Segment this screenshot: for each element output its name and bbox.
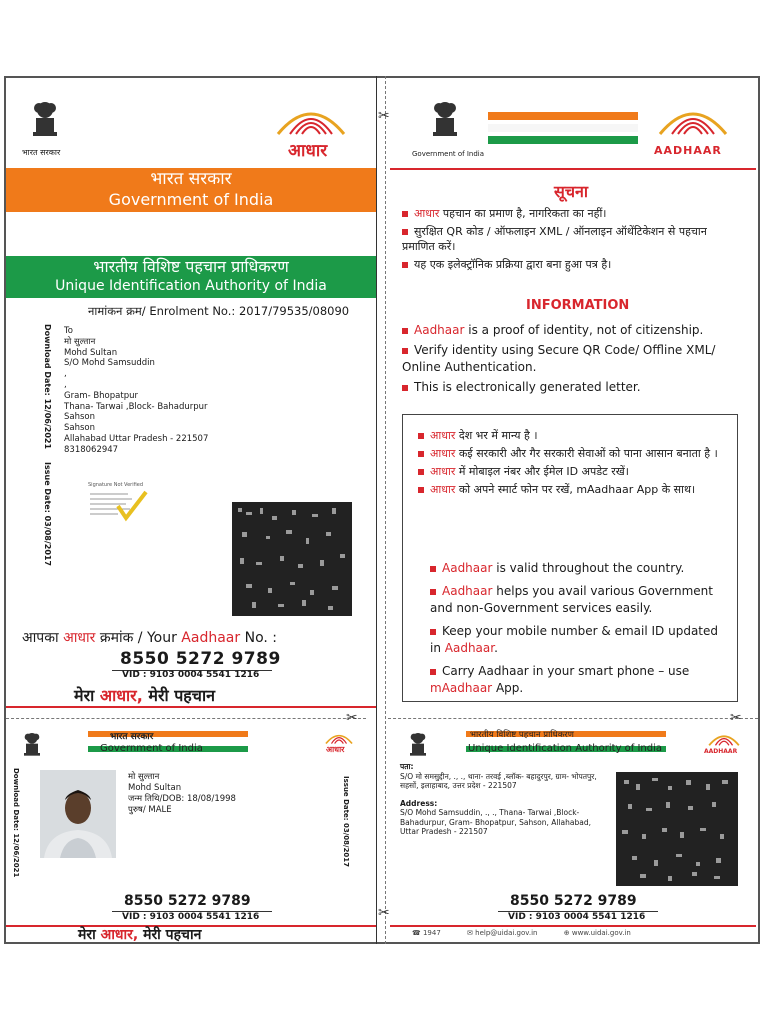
box-item xyxy=(430,583,730,617)
ashoka-emblem-icon xyxy=(30,96,60,138)
card-details xyxy=(128,772,236,816)
tagline-part: मेरी पहचान xyxy=(143,927,202,943)
bullet xyxy=(418,451,424,457)
address-line: Sahson xyxy=(64,423,96,434)
info-item xyxy=(402,342,752,376)
vid-number: VID : 9103 0004 5541 1216 xyxy=(122,670,260,680)
item-text: helps you avail various Government and non-Government services easily. xyxy=(430,584,713,615)
card-tagline xyxy=(78,925,201,944)
tagline-part: मेरा xyxy=(78,927,96,943)
tagline-part: मेरी पहचान xyxy=(148,686,215,705)
address-line: , xyxy=(64,379,67,390)
aadhaar-logo-icon xyxy=(268,100,354,140)
info-list xyxy=(402,322,752,399)
address-line: मो सुल्तान xyxy=(64,336,96,347)
uidai-band xyxy=(6,256,376,298)
red-rule xyxy=(390,168,756,170)
card-uidai-hindi: भारतीय विशिष्ट पहचान प्राधिकरण xyxy=(470,730,574,740)
tagline-part: मेरा xyxy=(74,686,95,705)
item-text: Carry Aadhaar in your smart phone – use xyxy=(442,664,690,678)
green-strip xyxy=(488,136,638,144)
white-strip xyxy=(488,124,638,132)
gender: पुरुष/ MALE xyxy=(128,805,172,815)
uidai-hindi: भारतीय विशिष्ट पहचान प्राधिकरण xyxy=(93,257,289,276)
emblem-caption: Government of India xyxy=(412,150,485,158)
download-date: Download Date: 12/06/2021 xyxy=(43,324,52,450)
notice-list xyxy=(402,206,742,275)
box-item xyxy=(418,464,718,479)
card-aadhaar-number: 8550 5272 9789 xyxy=(124,893,251,909)
label-part: Aadhaar xyxy=(181,630,241,646)
item-red: Aadhaar xyxy=(442,561,493,575)
address-label-hindi: पता: xyxy=(400,762,414,771)
address-label-english: Address: xyxy=(400,798,438,808)
box-item xyxy=(418,428,718,443)
footer-email: help@uidai.gov.in xyxy=(475,929,538,937)
uidai-english: Unique Identification Authority of India xyxy=(55,278,327,294)
name-english: Mohd Sultan xyxy=(128,783,182,793)
qr-code xyxy=(232,502,352,616)
item-text: This is electronically generated letter. xyxy=(414,380,641,394)
address-english: S/O Mohd Samsuddin, ., ., Thana- Tarwai ,Block- Bahadurpur, Gram- Bhopatpur, Sahson, Allahabad, Uttar Pradesh - 221507 xyxy=(400,808,591,836)
scissor-icon: ✂ xyxy=(378,108,390,124)
bullet xyxy=(402,211,408,217)
ashoka-emblem-icon xyxy=(430,96,460,138)
item-red: आधार xyxy=(430,447,456,460)
item-tail: App. xyxy=(492,681,524,695)
ashoka-emblem-icon xyxy=(408,728,428,758)
bullet xyxy=(402,229,408,235)
cut-line-horizontal xyxy=(6,718,366,719)
bullet xyxy=(430,629,436,635)
bullet xyxy=(430,566,436,572)
item-text: कई सरकारी और गैर सरकारी सेवाओं को पाना आसान बनाता है । xyxy=(455,447,718,460)
cut-line-horizontal xyxy=(388,718,758,719)
card-address xyxy=(400,762,610,837)
card-uidai-english: Unique Identification Authority of India xyxy=(468,743,663,754)
item-text: is a proof of identity, not of citizenship. xyxy=(464,323,704,337)
ashoka-emblem-icon xyxy=(22,728,42,758)
your-aadhaar-no-label xyxy=(22,628,277,647)
qr-code xyxy=(616,772,738,886)
item-red: आधार xyxy=(430,483,456,496)
phone-icon: ☎ xyxy=(412,929,421,937)
footer-phone: 1947 xyxy=(422,929,441,937)
tagline xyxy=(74,684,215,706)
bullet xyxy=(418,433,424,439)
card-logo-text: आधार xyxy=(326,745,345,754)
info-item xyxy=(402,322,752,339)
item-red: Aadhaar xyxy=(442,584,493,598)
bullet xyxy=(402,385,408,391)
red-rule xyxy=(6,706,376,708)
scissor-icon: ✂ xyxy=(730,710,742,726)
email-icon: ✉ xyxy=(467,929,473,937)
name-hindi: मो सुल्तान xyxy=(128,772,160,782)
card-logo-text: AADHAAR xyxy=(704,748,738,755)
item-text: में मोबाइल नंबर और ईमेल ID अपडेट रखें। xyxy=(455,465,629,478)
dob: जन्म तिथि/DOB: 18/08/1998 xyxy=(128,794,236,804)
bullet xyxy=(402,348,408,354)
item-text: is valid throughout the country. xyxy=(492,561,685,575)
tagline-part: आधार, xyxy=(100,927,139,943)
cut-line-vertical xyxy=(385,76,386,944)
emblem-caption: भारत सरकार xyxy=(22,148,61,157)
notice-item xyxy=(402,206,742,221)
aadhaar-number: 8550 5272 9789 xyxy=(120,649,281,669)
issue-date: Issue Date: 03/08/2017 xyxy=(43,462,52,567)
item-red: आधार xyxy=(430,429,456,442)
address-line: Gram- Bhopatpur xyxy=(64,390,138,401)
item-text: Verify identity using Secure QR Code/ Offline XML/ Online Authentication. xyxy=(402,343,716,374)
notice-item xyxy=(402,257,742,272)
notice-title: सूचना xyxy=(554,182,589,201)
gov-english: Government of India xyxy=(108,190,274,209)
address-block xyxy=(64,326,314,456)
aadhaar-logo-text: AADHAAR xyxy=(654,144,722,157)
address-line: 8318062947 xyxy=(64,444,119,455)
signature-title: Signature Not Verified xyxy=(88,482,144,488)
card-back-aadhaar-number: 8550 5272 9789 xyxy=(510,893,637,909)
card-footer xyxy=(412,929,631,937)
aadhaar-logo-icon xyxy=(650,100,736,140)
signature-check-icon xyxy=(88,488,168,522)
box-item xyxy=(418,482,718,497)
item-text: सुरक्षित QR कोड / ऑफलाइन XML / ऑनलाइन ऑथेंटिकेशन से पहचान प्रमाणित करें। xyxy=(402,225,707,253)
card-vid: VID : 9103 0004 5541 1216 xyxy=(122,912,260,922)
item-text: पहचान का प्रमाण है, नागरिकता का नहीं। xyxy=(439,207,607,220)
address-line: S/O Mohd Samsuddin xyxy=(64,358,155,369)
item-red: Aadhaar xyxy=(414,323,465,337)
bullet xyxy=(402,328,408,334)
label-part: आधार xyxy=(63,630,96,646)
bullet xyxy=(402,262,408,268)
digital-signature xyxy=(88,482,168,522)
item-text: यह एक इलेक्ट्रॉनिक प्रक्रिया द्वारा बना हुआ पत्र है। xyxy=(414,258,612,271)
aadhaar-logo-icon xyxy=(704,730,744,748)
label-part: आपका xyxy=(22,630,59,646)
address-line: Sahson xyxy=(64,412,96,423)
card-gov-english: Government of India xyxy=(100,743,203,754)
notice-item xyxy=(402,224,742,254)
address-line: Allahabad Uttar Pradesh - 221507 xyxy=(64,433,209,444)
orange-strip xyxy=(488,112,638,120)
item-red: आधार xyxy=(414,207,440,220)
tagline-part: आधार, xyxy=(99,686,143,705)
item-red: mAadhaar xyxy=(430,681,493,695)
item-text: Keep your mobile number & email ID updated in xyxy=(430,624,718,655)
center-divider xyxy=(376,76,377,944)
item-red: आधार xyxy=(430,465,456,478)
box-english-list xyxy=(430,560,730,700)
red-rule xyxy=(390,925,756,927)
item-tail: . xyxy=(494,641,498,655)
card-gov-hindi: भारत सरकार xyxy=(110,732,154,742)
footer-web: www.uidai.gov.in xyxy=(571,929,631,937)
card-issue-date: Issue Date: 03/08/2017 xyxy=(342,776,350,868)
info-title: INFORMATION xyxy=(526,298,630,313)
box-hindi-list xyxy=(418,428,718,500)
globe-icon: ⊕ xyxy=(563,929,570,937)
label-part: No. : xyxy=(244,630,278,646)
bullet xyxy=(418,487,424,493)
enrolment-number: नामांकन क्रम/ Enrolment No.: 2017/79535/08090 xyxy=(88,304,350,318)
card-download-date: Download Date: 12/06/2021 xyxy=(12,768,20,878)
gov-hindi: भारत सरकार xyxy=(150,169,232,189)
item-red: Aadhaar xyxy=(444,641,495,655)
aadhaar-logo-text: आधार xyxy=(288,141,328,161)
address-line: , xyxy=(64,369,67,380)
address-line: To xyxy=(64,326,73,336)
box-item xyxy=(430,663,730,697)
scissor-icon: ✂ xyxy=(378,905,390,921)
bullet xyxy=(430,589,436,595)
bullet xyxy=(430,669,436,675)
address-line: Thana- Tarwai ,Block- Bahadurpur xyxy=(64,401,208,412)
bullet xyxy=(418,469,424,475)
box-item xyxy=(430,560,730,577)
box-item xyxy=(430,623,730,657)
item-text: देश भर में मान्य है । xyxy=(455,429,538,442)
holder-photo xyxy=(40,770,116,858)
scissor-icon: ✂ xyxy=(346,710,358,726)
label-part: क्रमांक / Your xyxy=(99,630,177,646)
item-text: को अपने स्मार्ट फोन पर रखें, mAadhaar App के साथ। xyxy=(455,483,696,496)
gov-band xyxy=(6,168,376,212)
box-item xyxy=(418,446,718,461)
address-hindi: S/O मो समसुद्दीन, ., ., थाना- तरवई ,ब्लॉक- बहादुरपुर, ग्राम- भोपतपुर, सहसों, इलाहाबाद, उत्तर प्रदेश - 221507 xyxy=(400,771,597,790)
card-back-vid: VID : 9103 0004 5541 1216 xyxy=(508,912,646,922)
address-line: Mohd Sultan xyxy=(64,347,118,358)
info-item xyxy=(402,379,752,396)
